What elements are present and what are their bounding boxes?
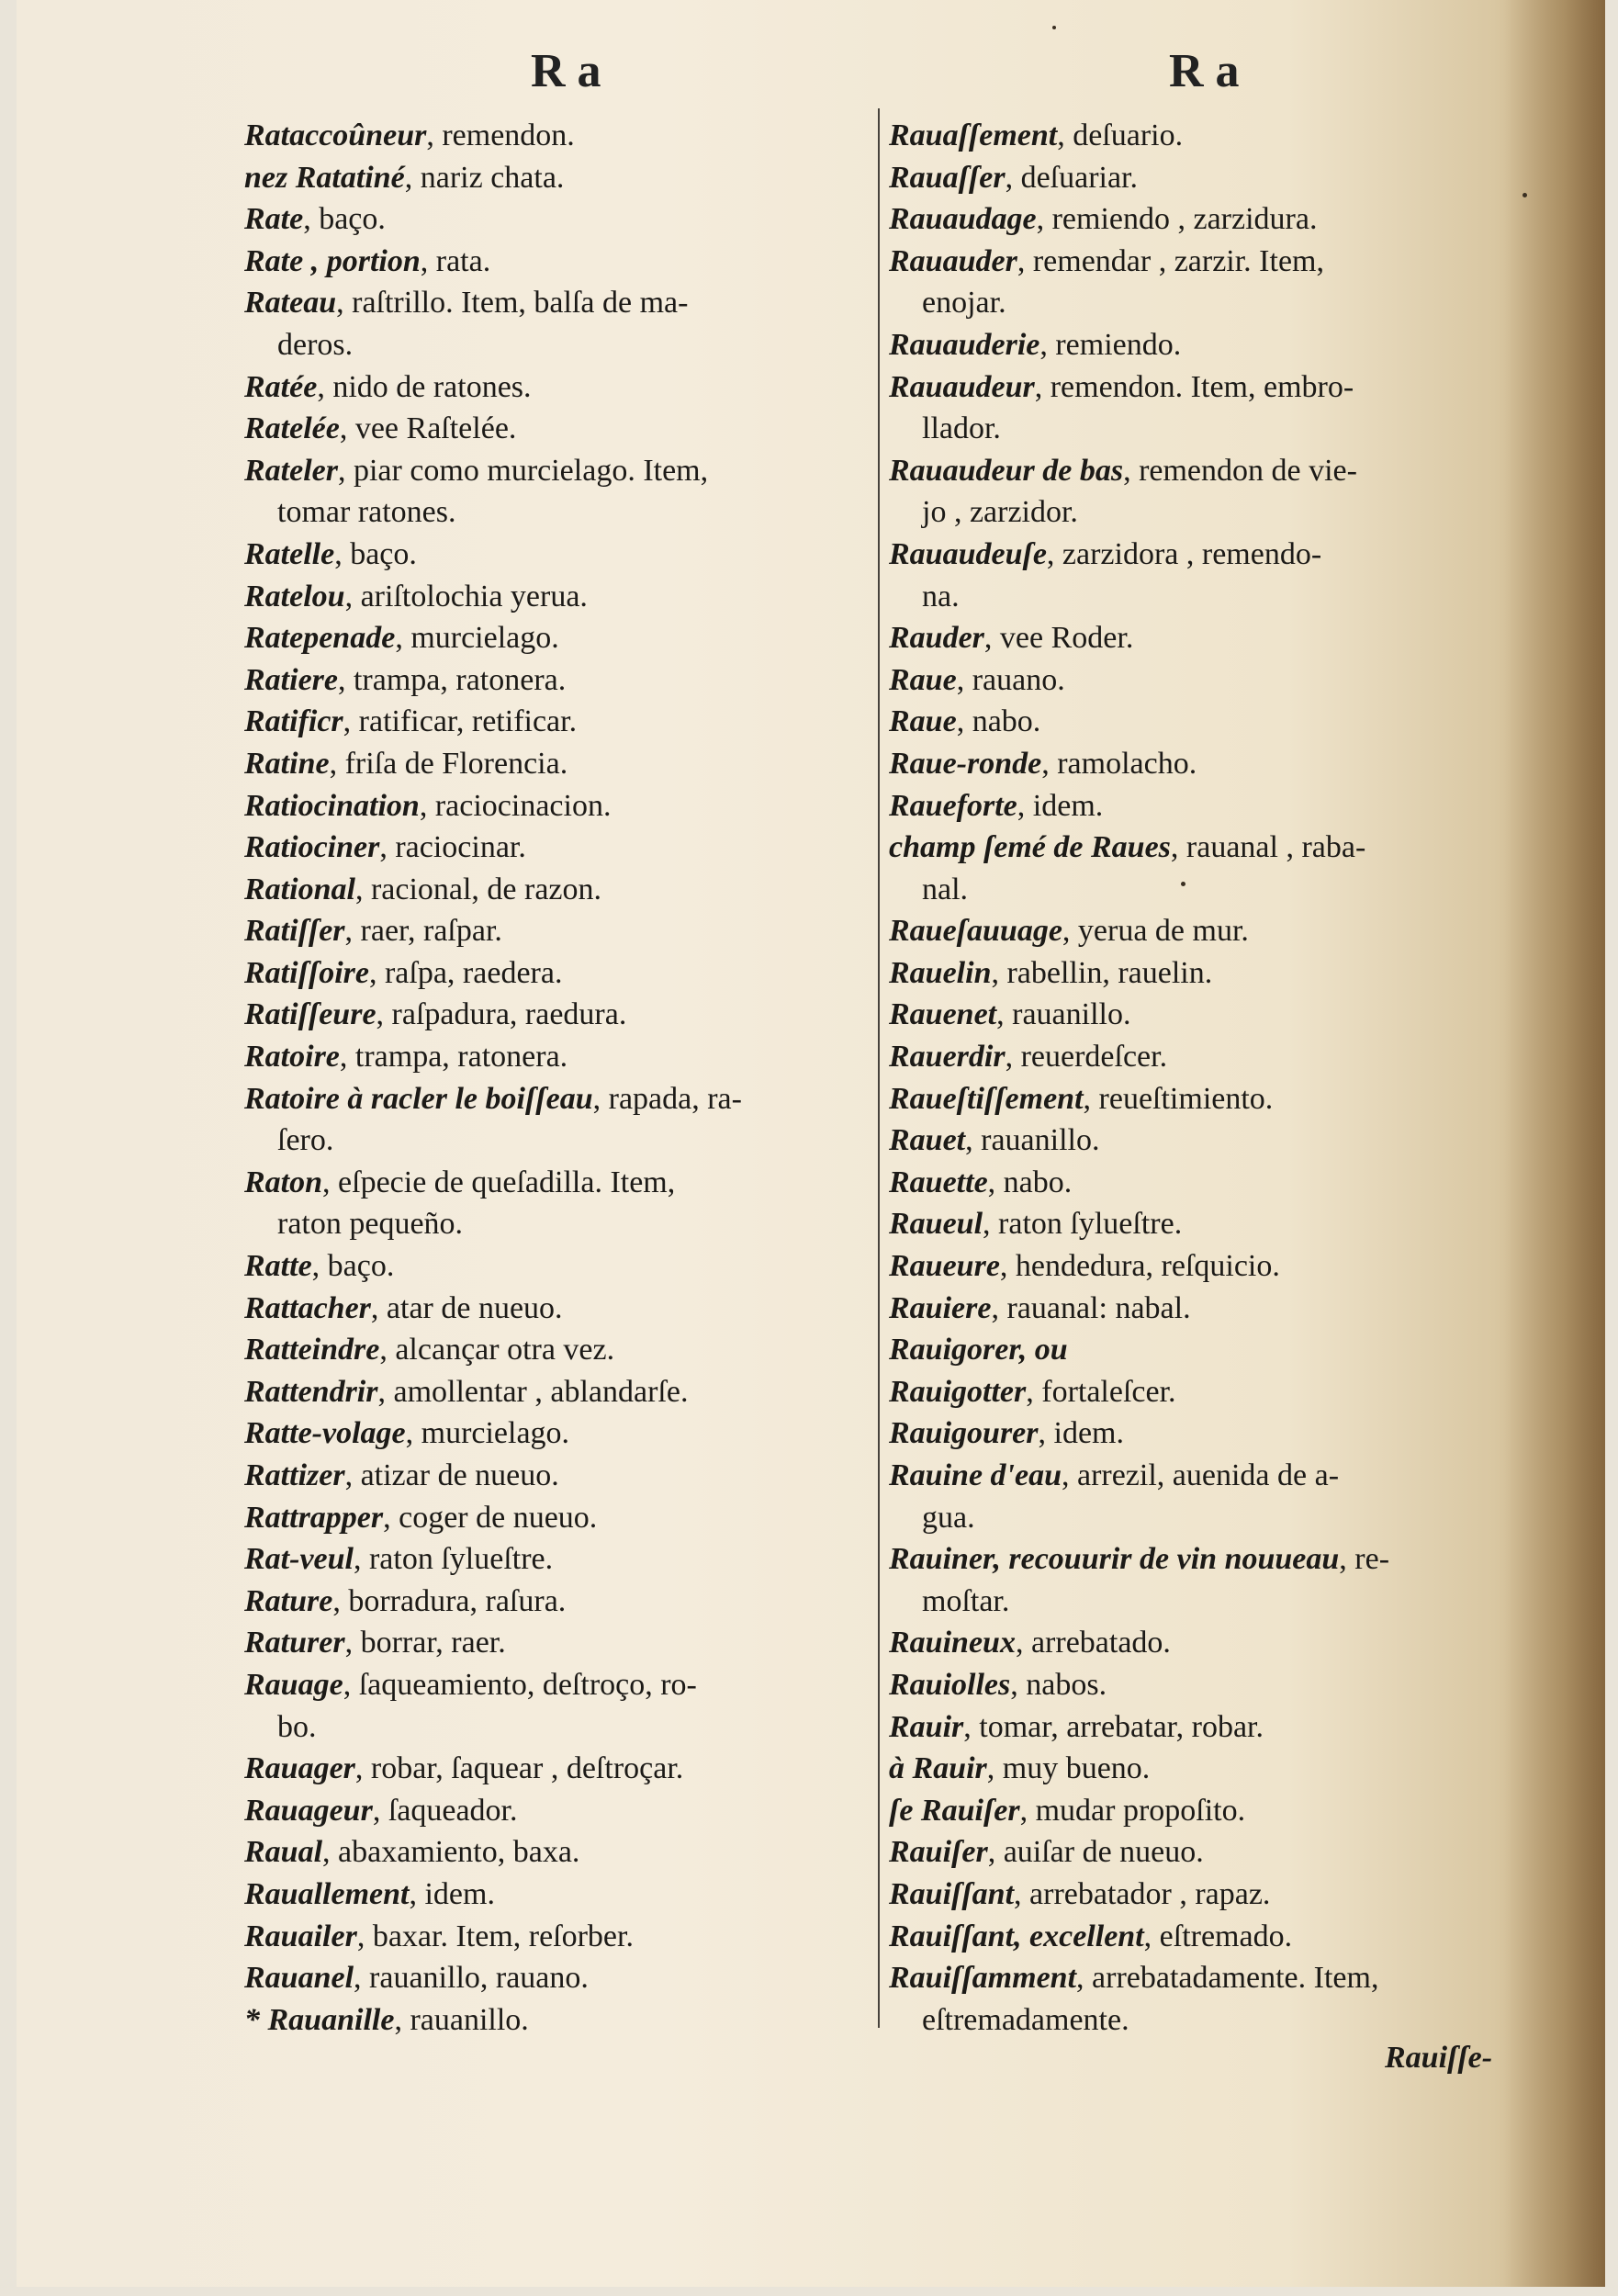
headword: Ratiſſoire [244, 955, 369, 990]
dictionary-entry-line [244, 952, 878, 995]
definition: , deſuariar. [1005, 160, 1138, 195]
definition: , raſpa, raedera. [368, 955, 563, 990]
dictionary-entry-line [244, 115, 878, 157]
headword: Rauelin [889, 955, 992, 990]
definition: , baço. [303, 202, 386, 237]
definition: , raciocinacion. [419, 788, 612, 823]
dictionary-entry-line [889, 1831, 1541, 1874]
dictionary-entry-line [889, 1120, 1541, 1162]
headword: Rauette [889, 1165, 988, 1199]
headword: Ratelle [244, 536, 335, 571]
definition: , arrezil, auenida de a- [1061, 1458, 1340, 1492]
headword: Rature [244, 1583, 333, 1618]
definition: enojar. [922, 286, 1006, 321]
dictionary-entry-line [244, 1538, 878, 1581]
headword: Raton [244, 1165, 323, 1199]
dictionary-entry-line [889, 1036, 1541, 1078]
right-column [889, 115, 1541, 2041]
headword: Rauaudeuſe [889, 536, 1047, 571]
headword: Rauallement [244, 1876, 410, 1911]
dictionary-entry-line [889, 1790, 1541, 1832]
dictionary-entry-line [889, 701, 1541, 743]
dictionary-entry-line [244, 408, 878, 450]
definition: , remendar , zarzir. Item, [1017, 243, 1324, 278]
headword: Rauaudeur de bas [889, 453, 1124, 488]
dictionary-entry-line [244, 576, 878, 618]
definition: , reueſtimiento. [1083, 1081, 1274, 1116]
left-column [244, 115, 878, 2041]
headword: Raturer [244, 1626, 345, 1660]
headword: Rauauderie [889, 327, 1040, 362]
headword: Rauiſer [889, 1835, 988, 1870]
dictionary-entry-line [889, 785, 1541, 827]
headword: Rauiſſamment [889, 1961, 1077, 1996]
headword: Rauager [244, 1751, 355, 1786]
dictionary-entry-line [244, 1748, 878, 1790]
dictionary-entry-line [244, 1329, 878, 1371]
definition: , racional, de razon. [354, 872, 602, 906]
definition: , fortaleſcer. [1026, 1374, 1176, 1409]
headword: Ratoire à racler le boiſſeau [244, 1081, 593, 1116]
dictionary-entry-line [244, 491, 878, 534]
definition: , nariz chata. [404, 160, 565, 195]
dictionary-entry-line [889, 743, 1541, 785]
headword: Ratepenade [244, 621, 396, 656]
dictionary-entry-line [889, 366, 1541, 409]
headword: Ratelée [244, 411, 340, 446]
definition: jo , zarzidor. [922, 495, 1078, 530]
definition: deros. [277, 327, 354, 362]
dictionary-entry-line [889, 1288, 1541, 1330]
dictionary-entry-line [889, 1957, 1541, 1999]
headword: champ ſemé de Raues [889, 830, 1171, 865]
dictionary-entry-line [889, 827, 1541, 869]
headword: Ratte-volage [244, 1416, 406, 1451]
headword: Rauaudage [889, 202, 1037, 237]
headword: Raue-ronde [889, 746, 1042, 781]
dictionary-entry-line [244, 198, 878, 241]
definition: llador. [922, 411, 1001, 446]
headword: Rateler [244, 453, 338, 488]
left-column-header: R a [531, 45, 601, 97]
headword: Ratiocination [244, 788, 420, 823]
dictionary-entry-line [244, 743, 878, 785]
dictionary-entry-line [244, 1288, 878, 1330]
definition: , nabo. [956, 704, 1041, 739]
definition: , rabellin, rauelin. [991, 955, 1213, 990]
dictionary-entry-line [244, 1078, 878, 1120]
definition: gua. [922, 1500, 975, 1535]
headword: Rauageur [244, 1793, 373, 1828]
headword: Rauder [889, 621, 984, 656]
dictionary-entry-line [889, 1581, 1541, 1623]
dictionary-entry-line [889, 1622, 1541, 1664]
dictionary-entry-line [244, 1790, 878, 1832]
dictionary-entry-line [889, 576, 1541, 618]
definition: nal. [922, 872, 969, 906]
dictionary-entry-line [244, 994, 878, 1036]
definition: , idem. [409, 1876, 495, 1911]
dictionary-entry-line [244, 1831, 878, 1874]
headword: Raueſtiſſement [889, 1081, 1084, 1116]
headword: Ratteindre [244, 1333, 380, 1367]
dictionary-entry-line [889, 115, 1541, 157]
dictionary-entry-line [889, 1999, 1541, 2042]
definition: , raſpadura, raedura. [376, 997, 627, 1032]
headword: Rauigorer, ou [889, 1333, 1068, 1367]
dictionary-entry-line [889, 198, 1541, 241]
definition: , mudar propoſito. [1019, 1793, 1246, 1828]
headword: Rauir [889, 1709, 964, 1744]
definition: , raciocinar. [379, 830, 526, 865]
headword: à Rauir [889, 1751, 987, 1786]
definition: , raton ſylueſtre. [353, 1542, 554, 1577]
dictionary-entry-line [889, 1664, 1541, 1706]
definition: , friſa de Florencia. [329, 746, 568, 781]
definition: , vee Roder. [983, 621, 1134, 656]
definition: , eſpecie de queſadilla. Item, [322, 1165, 676, 1199]
definition: , coger de nueuo. [383, 1500, 598, 1535]
dictionary-entry-line [244, 366, 878, 409]
headword: Rate [244, 202, 304, 237]
headword: Raueure [889, 1249, 1000, 1284]
dictionary-entry-line [889, 910, 1541, 952]
dictionary-entry-line [244, 1412, 878, 1455]
definition: , hendedura, reſquicio. [999, 1249, 1280, 1284]
headword: Rauiolles [889, 1667, 1011, 1702]
dictionary-entry-line [244, 785, 878, 827]
definition: , idem. [1038, 1416, 1124, 1451]
definition: , atar de nueuo. [370, 1290, 563, 1325]
definition: , nido de ratones. [317, 369, 532, 404]
definition: , rauano. [956, 662, 1065, 697]
headword: Ratiociner [244, 830, 380, 865]
definition: , nabo. [987, 1165, 1073, 1199]
headword: Rataccoûneur [244, 118, 427, 152]
ink-speck [1522, 193, 1527, 197]
headword: Rat-veul [244, 1542, 354, 1577]
definition: , rapada, ra- [592, 1081, 742, 1116]
definition: , ſaqueador. [372, 1793, 518, 1828]
definition: , tomar, arrebatar, robar. [963, 1709, 1264, 1744]
dictionary-entry-line [244, 1874, 878, 1916]
headword: Rauigotter [889, 1374, 1027, 1409]
dictionary-entry-line [244, 869, 878, 911]
dictionary-entry-line [244, 1245, 878, 1288]
definition: na. [922, 579, 960, 613]
dictionary-entry-line [244, 659, 878, 702]
dictionary-entry-line [889, 1203, 1541, 1245]
ink-speck [1181, 882, 1185, 886]
definition: , muy bueno. [986, 1751, 1151, 1786]
definition: , arrebatado. [1015, 1626, 1171, 1660]
dictionary-entry-line [889, 1916, 1541, 1958]
headword: Rauenet [889, 997, 997, 1032]
definition: , atizar de nueuo. [344, 1458, 559, 1492]
dictionary-entry-line [889, 952, 1541, 995]
dictionary-entry-line [889, 1874, 1541, 1916]
ink-speck [1052, 26, 1056, 29]
dictionary-entry-line [889, 994, 1541, 1036]
headword: Rauanel [244, 1961, 354, 1996]
headword: Rauineux [889, 1626, 1016, 1660]
definition: , auiſar de nueuo. [987, 1835, 1204, 1870]
definition: raton pequeño. [277, 1207, 464, 1242]
dictionary-entry-line [244, 1622, 878, 1664]
dictionary-entry-line [244, 617, 878, 659]
headword: Rauiner, recouurir de vin nouueau [889, 1542, 1340, 1577]
headword: Rauage [244, 1667, 343, 1702]
headword: Rattendrir [244, 1374, 378, 1409]
headword: Ratoire [244, 1040, 340, 1075]
definition: , rauanal: nabal. [991, 1290, 1191, 1325]
headword: Raueul [889, 1207, 983, 1242]
headword: Rauauder [889, 243, 1017, 278]
dictionary-entry-line [244, 157, 878, 199]
dictionary-entry-line [889, 1329, 1541, 1371]
headword: Rauaudeur [889, 369, 1035, 404]
headword: Rauigourer [889, 1416, 1039, 1451]
definition: , ratificar, retificar. [343, 704, 578, 739]
definition: , remendon de vie- [1123, 453, 1357, 488]
definition: , yerua de mur. [1062, 914, 1249, 949]
dictionary-entry-line [889, 157, 1541, 199]
headword: Rauiſſant [889, 1876, 1015, 1911]
definition: , baço. [311, 1249, 395, 1284]
dictionary-entry-line [889, 869, 1541, 911]
definition: , re- [1339, 1542, 1390, 1577]
headword: Raue [889, 704, 957, 739]
definition: , arrebatador , rapaz. [1014, 1876, 1271, 1911]
headword: Rattrapper [244, 1500, 384, 1535]
dictionary-entry-line [244, 1120, 878, 1162]
dictionary-entry-line [889, 1748, 1541, 1790]
headword: Rauerdir [889, 1040, 1006, 1075]
headword: Rattacher [244, 1290, 371, 1325]
definition: , rauanillo. [996, 997, 1131, 1032]
dictionary-entry-line [244, 1664, 878, 1706]
definition: , trampa, ratonera. [337, 662, 567, 697]
headword: Ratiſſeure [244, 997, 376, 1032]
definition: , abaxamiento, baxa. [322, 1835, 580, 1870]
definition: , nabos. [1010, 1667, 1107, 1702]
dictionary-entry-line [889, 1162, 1541, 1204]
headword: Rateau [244, 286, 337, 321]
definition: , reuerdeſcer. [1005, 1040, 1168, 1075]
headword: Rational [244, 872, 355, 906]
dictionary-entry-line [889, 408, 1541, 450]
dictionary-entry-line [889, 282, 1541, 324]
definition: , vee Raſtelée. [339, 411, 517, 446]
dictionary-entry-line [889, 324, 1541, 366]
definition: , idem. [1017, 788, 1104, 823]
headword: Ratificr [244, 704, 343, 739]
dictionary-entry-line [244, 450, 878, 492]
definition: , murcielago. [395, 621, 559, 656]
headword: Rauine d'eau [889, 1458, 1062, 1492]
dictionary-entry-line [889, 1078, 1541, 1120]
headword: Raueforte [889, 788, 1017, 823]
dictionary-entry-line [889, 241, 1541, 283]
dictionary-entry-line [889, 617, 1541, 659]
headword: Ratée [244, 369, 318, 404]
dictionary-entry-line [244, 1455, 878, 1497]
headword: Ratine [244, 746, 330, 781]
definition: , robar, ſaquear , deſtroçar. [354, 1751, 684, 1786]
headword: Rauiſſant, excellent [889, 1919, 1144, 1953]
dictionary-entry-line [244, 701, 878, 743]
dictionary-entry-line [244, 1497, 878, 1539]
dictionary-entry-line [889, 1245, 1541, 1288]
headword: Raual [244, 1835, 323, 1870]
headword: Ratiere [244, 662, 338, 697]
headword: Raue [889, 662, 957, 697]
dictionary-entry-line [889, 450, 1541, 492]
definition: , rata. [420, 243, 491, 278]
headword: nez Ratatiné [244, 160, 405, 195]
definition: , baço. [334, 536, 417, 571]
definition: , rauanillo. [965, 1123, 1100, 1158]
definition: tomar ratones. [277, 495, 456, 530]
dictionary-entry-line [889, 1371, 1541, 1413]
definition: ſero. [277, 1123, 334, 1158]
definition: , ariſtolochia yerua. [344, 579, 588, 613]
headword: Rauet [889, 1123, 966, 1158]
definition: moſtar. [922, 1583, 1010, 1618]
dictionary-entry-line [244, 910, 878, 952]
definition: , alcançar otra vez. [379, 1333, 615, 1367]
headword: Rauiere [889, 1290, 992, 1325]
definition: bo. [277, 1709, 317, 1744]
definition: , piar como murcielago. Item, [337, 453, 709, 488]
definition: , raton ſylueſtre. [983, 1207, 1183, 1242]
headword: * Rauanille [244, 2002, 395, 2037]
headword: Rauaſſement [889, 118, 1058, 152]
definition: , rauanal , raba- [1170, 830, 1366, 865]
definition: , ſaqueamiento, deſtroço, ro- [343, 1667, 697, 1702]
definition: , rauanillo, rauano. [354, 1961, 589, 1996]
definition: , arrebatadamente. Item, [1076, 1961, 1379, 1996]
headword: Rate , portion [244, 243, 421, 278]
dictionary-entry-line [889, 1706, 1541, 1749]
dictionary-entry-line [889, 1538, 1541, 1581]
dictionary-entry-line [889, 534, 1541, 576]
dictionary-entry-line [889, 1497, 1541, 1539]
dictionary-entry-line [244, 1581, 878, 1623]
headword: Rauailer [244, 1919, 357, 1953]
definition: , borrar, raer. [344, 1626, 506, 1660]
dictionary-entry-line [244, 1162, 878, 1204]
dictionary-entry-line [244, 534, 878, 576]
definition: , raer, raſpar. [344, 914, 502, 949]
dictionary-entry-line [244, 1957, 878, 1999]
definition: , eſtremado. [1143, 1919, 1293, 1953]
headword: ſe Rauiſer [889, 1793, 1020, 1828]
dictionary-entry-line [244, 1371, 878, 1413]
headword: Rauaſſer [889, 160, 1006, 195]
dictionary-entry-line [244, 1916, 878, 1958]
definition: , remiendo , zarzidura. [1036, 202, 1318, 237]
headword: Raueſauuage [889, 914, 1062, 949]
dictionary-entry-line [244, 1203, 878, 1245]
dictionary-entry-line [889, 1412, 1541, 1455]
definition: , amollentar , ablandarſe. [377, 1374, 689, 1409]
headword: Ratiſſer [244, 914, 345, 949]
definition: , rauanillo. [394, 2002, 529, 2037]
dictionary-entry-line [889, 659, 1541, 702]
dictionary-entry-line [244, 324, 878, 366]
definition: , murcielago. [405, 1416, 570, 1451]
definition: , baxar. Item, reſorber. [356, 1919, 634, 1953]
headword: Ratte [244, 1249, 312, 1284]
dictionary-entry-line [244, 1706, 878, 1749]
headword: Rattizer [244, 1458, 345, 1492]
definition: , ramolacho. [1041, 746, 1197, 781]
dictionary-entry-line [244, 282, 878, 324]
dictionary-entry-line [244, 1036, 878, 1078]
right-column-header: R a [1169, 45, 1240, 97]
definition: , raſtrillo. Item, balſa de ma- [336, 286, 689, 321]
dictionary-entry-line [889, 1455, 1541, 1497]
definition: , deſuario. [1057, 118, 1184, 152]
definition: eſtremadamente. [922, 2002, 1129, 2037]
definition: , remiendo. [1039, 327, 1182, 362]
dictionary-entry-line [244, 827, 878, 869]
book-page [17, 0, 1605, 2287]
catchword: Rauiſſe- [1385, 2041, 1493, 2075]
dictionary-entry-line [244, 1999, 878, 2042]
dictionary-entry-line [889, 491, 1541, 534]
column-divider [878, 108, 880, 2028]
definition: , borradura, raſura. [332, 1583, 567, 1618]
definition: , zarzidora , remendo- [1046, 536, 1322, 571]
definition: , remendon. [426, 118, 575, 152]
definition: , trampa, ratonera. [339, 1040, 568, 1075]
definition: , remendon. Item, embro- [1034, 369, 1354, 404]
headword: Ratelou [244, 579, 345, 613]
dictionary-entry-line [244, 241, 878, 283]
